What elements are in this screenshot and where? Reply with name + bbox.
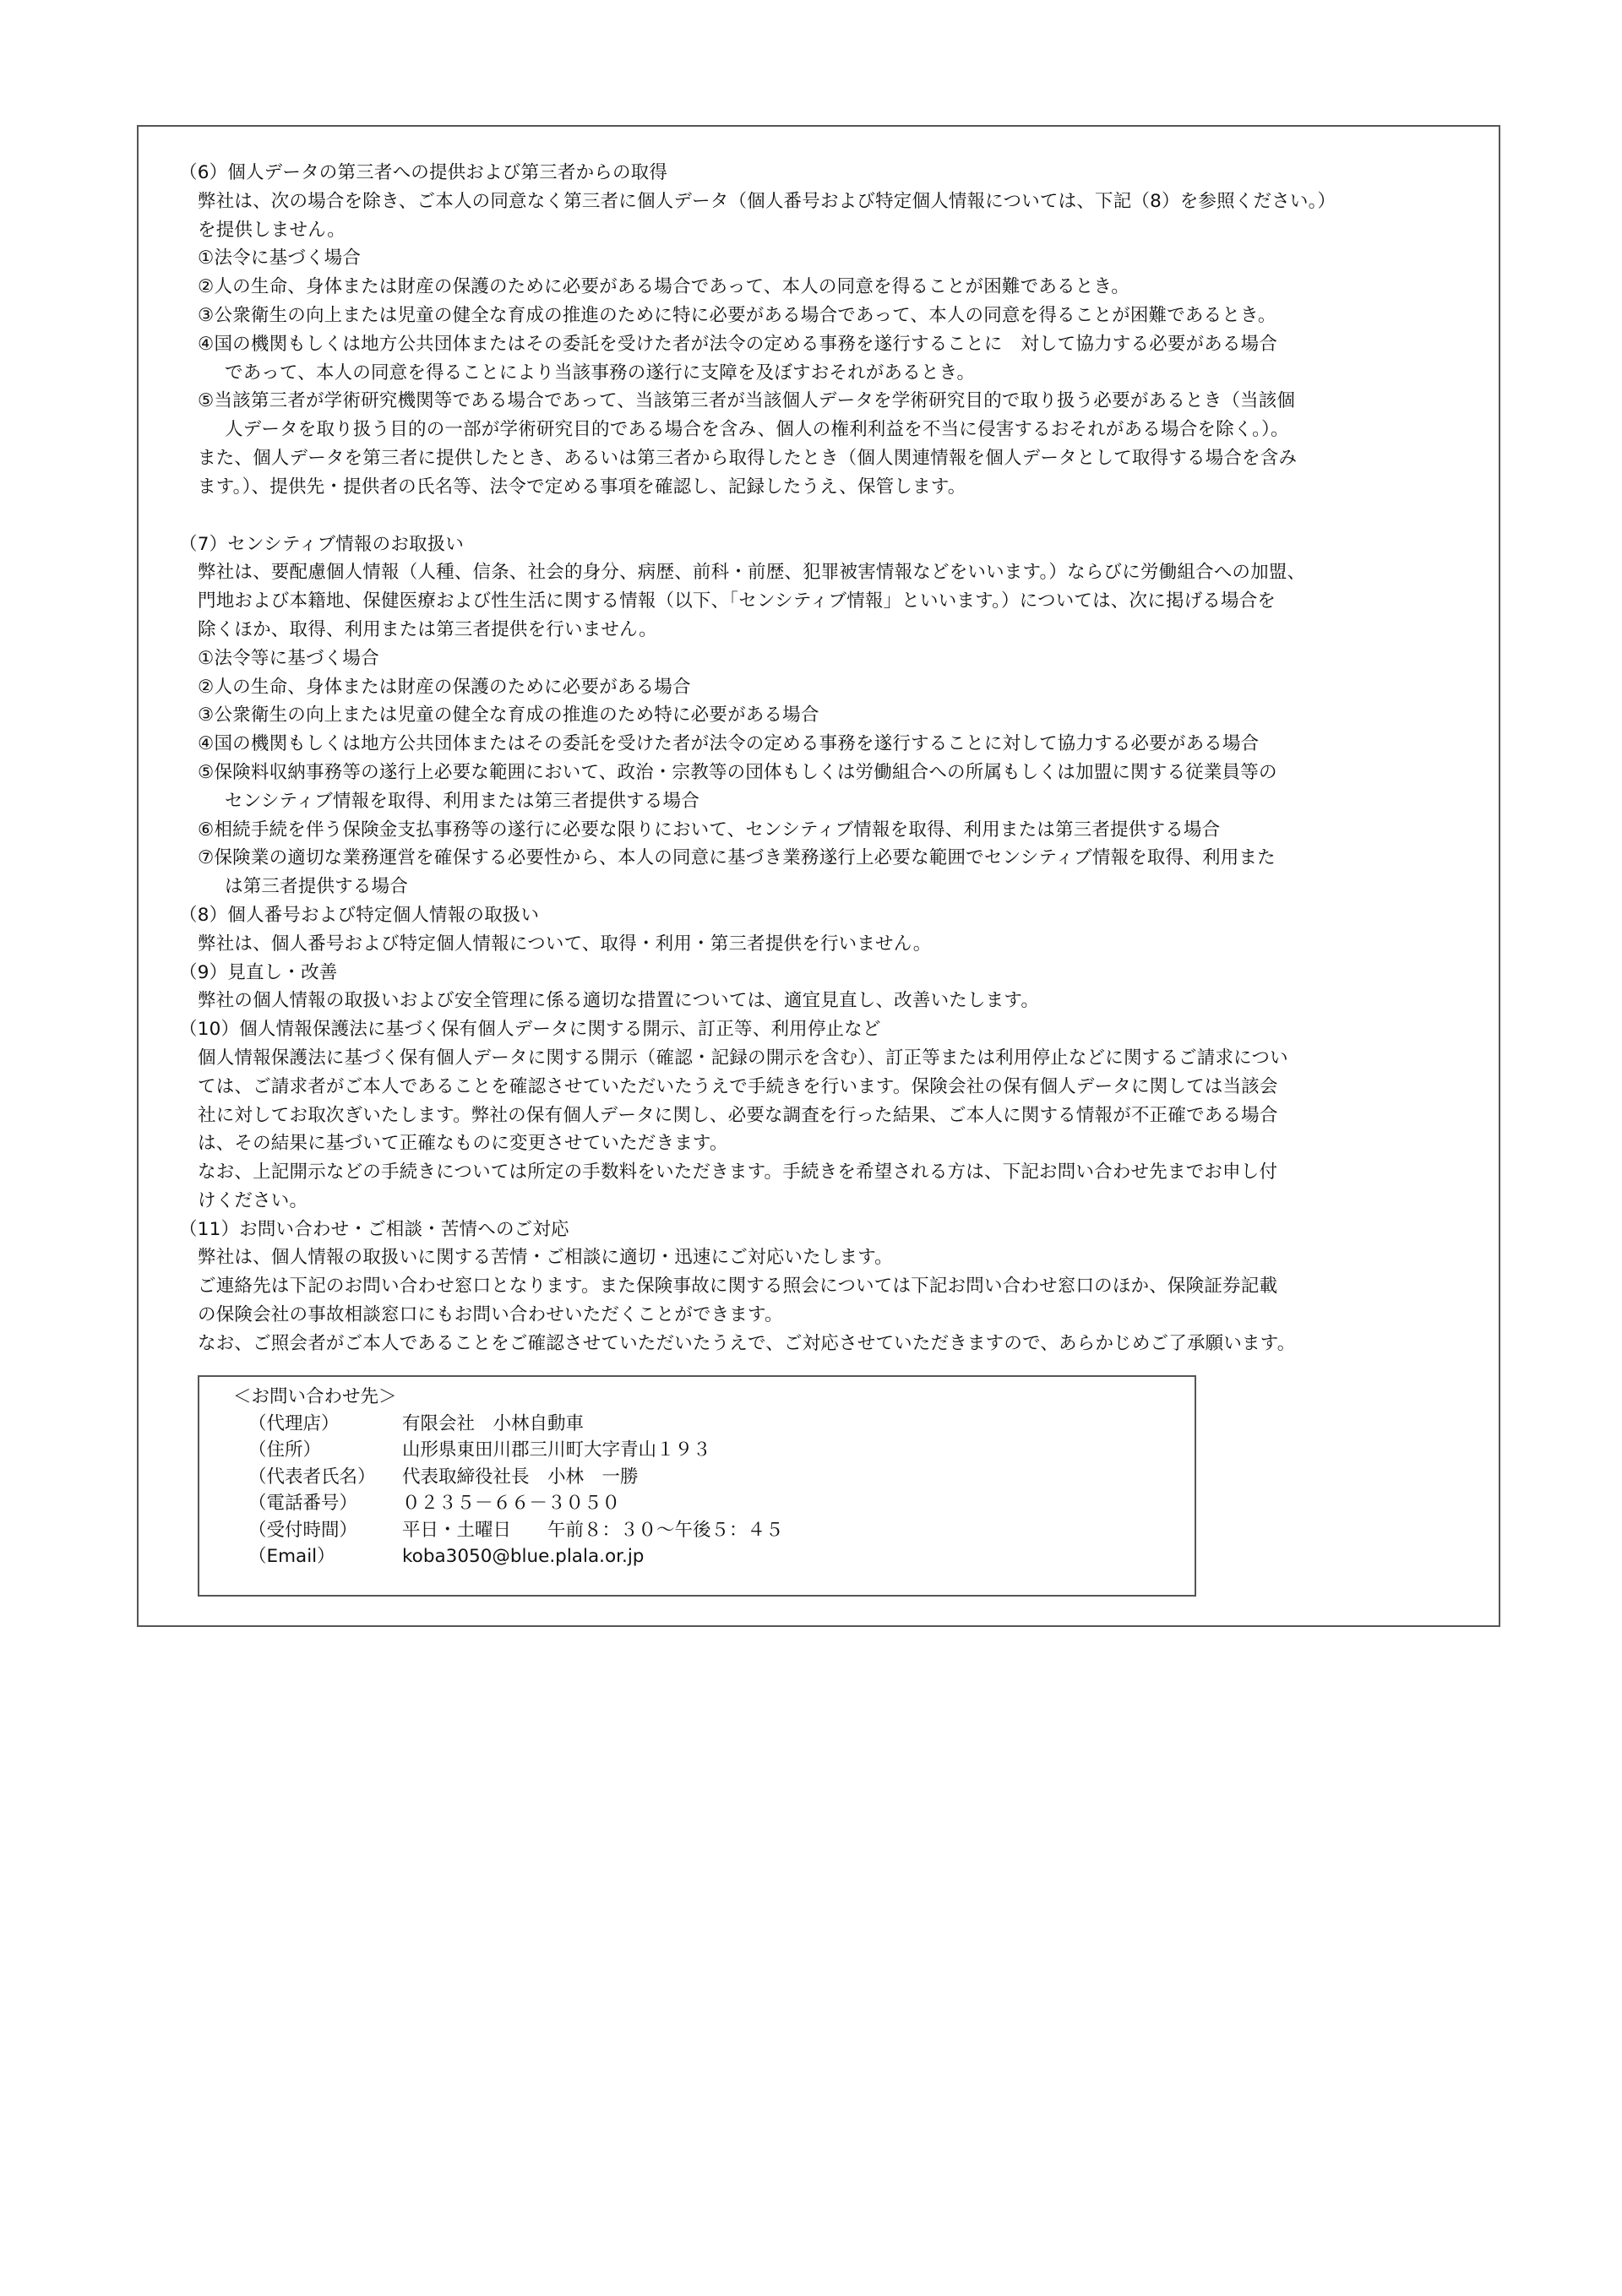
policy-line: ②人の生命、身体または財産の保護のために必要がある場合 — [198, 676, 691, 698]
contact-row-representative — [233, 1464, 1195, 1491]
contact-row-hours — [233, 1517, 1195, 1544]
policy-line: 除くほか、取得、利用または第三者提供を行いません。 — [198, 618, 657, 640]
policy-content — [179, 159, 1480, 1358]
contact-row-address — [233, 1437, 1195, 1464]
contact-row-email — [233, 1543, 1195, 1570]
policy-line: センシティブ情報を取得、利用または第三者提供する場合 — [225, 790, 699, 812]
contact-box — [198, 1375, 1196, 1597]
policy-line: ては、ご請求者がご本人であることを確認させていただいたうえで手続きを行います。保険会社の保有個人データに関しては当該会 — [198, 1075, 1278, 1097]
section-heading: （6）個人データの第三者への提供および第三者からの取得 — [179, 162, 668, 183]
contact-label: （電話番号） — [248, 1493, 358, 1514]
contact-row-phone — [233, 1490, 1195, 1517]
policy-line: ④国の機関もしくは地方公共団体またはその委託を受けた者が法令の定める事務を遂行することに 対して協力する必要がある場合 — [198, 333, 1278, 355]
contact-label: （受付時間） — [248, 1519, 358, 1541]
policy-line: 弊社の個人情報の取扱いおよび安全管理に係る適切な措置については、適宜見直し、改善いたします。 — [198, 990, 1040, 1012]
contact-label: （住所） — [248, 1439, 322, 1461]
policy-line: ⑤当該第三者が学術研究機関等である場合であって、当該第三者が当該個人データを学術研究目的で取り扱う必要があるとき（当該個 — [198, 390, 1296, 412]
policy-line: なお、ご照会者がご本人であることをご確認させていただいたうえで、ご対応させていただきますので、あらかじめご了承願います。 — [198, 1332, 1296, 1354]
policy-line: ①法令に基づく場合 — [198, 248, 362, 269]
contact-value: 代表取締役社長 小林 一勝 — [402, 1466, 639, 1488]
policy-line: ②人の生命、身体または財産の保護のために必要がある場合であって、本人の同意を得ることが困難であるとき。 — [198, 276, 1129, 298]
section-gap — [179, 502, 1480, 530]
policy-frame — [137, 125, 1500, 1627]
policy-line: ⑥相続手続を伴う保険金支払事務等の遂行に必要な限りにおいて、センシティブ情報を取得、利用または第三者提供する場合 — [198, 819, 1221, 841]
contact-label: （Email） — [248, 1546, 335, 1567]
section-heading: （10）個人情報保護法に基づく保有個人データに関する開示、訂正等、利用停止など — [179, 1019, 881, 1041]
policy-line: は第三者提供する場合 — [225, 876, 409, 898]
policy-line: ⑦保険業の適切な業務運営を確保する必要性から、本人の同意に基づき業務遂行上必要な範囲でセンシティブ情報を取得、利用また — [198, 847, 1276, 869]
contact-value: 山形県東田川郡三川町大字青山１９３ — [402, 1439, 711, 1461]
policy-line: ④国の機関もしくは地方公共団体またはその委託を受けた者が法令の定める事務を遂行することに対して協力する必要がある場合 — [198, 733, 1260, 755]
policy-line: けください。 — [198, 1189, 308, 1211]
policy-line: は、その結果に基づいて正確なものに変更させていただきます。 — [198, 1133, 728, 1155]
policy-line: ご連絡先は下記のお問い合わせ窓口となります。また保険事故に関する照会については下記お問い合わせ窓口のほか、保険証券記載 — [198, 1276, 1278, 1298]
policy-line: ③公衆衛生の向上または児童の健全な育成の推進のために特に必要がある場合であって、本人の同意を得ることが困難であるとき。 — [198, 304, 1276, 326]
contact-value[interactable]: koba3050@blue.plala.or.jp — [402, 1546, 645, 1567]
contact-row-agency — [233, 1411, 1195, 1438]
policy-line: 弊社は、次の場合を除き、ご本人の同意なく第三者に個人データ（個人番号および特定個人情報については、下記（8）を参照ください。） — [198, 190, 1336, 212]
policy-line: また、個人データを第三者に提供したとき、あるいは第三者から取得したとき（個人関連情報を個人データとして取得する場合を含み — [198, 447, 1298, 469]
section-heading: （11）お問い合わせ・ご相談・苦情へのご対応 — [179, 1218, 569, 1240]
policy-line: 人データを取り扱う目的の一部が学術研究目的である場合を含み、個人の権利利益を不当に侵害するおそれがある場合を除く。）。 — [225, 419, 1289, 441]
section-heading: （9）見直し・改善 — [179, 961, 338, 983]
policy-line: ⑤保険料収納事務等の遂行上必要な範囲において、政治・宗教等の団体もしくは労働組合への所属もしくは加盟に関する従業員等の — [198, 761, 1277, 783]
policy-line: ます。）、提供先・提供者の氏名等、法令で定める事項を確認し、記録したうえ、保管します。 — [198, 476, 966, 498]
contact-label: （代理店） — [248, 1412, 340, 1434]
section-heading: （8）個人番号および特定個人情報の取扱い — [179, 904, 540, 926]
contact-value: ０２３５－６６－３０５０ — [402, 1493, 621, 1514]
policy-line: 弊社は、要配慮個人情報（人種、信条、社会的身分、病歴、前科・前歴、犯罪被害情報などをいいます。）ならびに労働組合への加盟、 — [198, 562, 1306, 584]
policy-line: なお、上記開示などの手続きについては所定の手数料をいただきます。手続きを希望される方は、下記お問い合わせ先までお申し付 — [198, 1162, 1278, 1183]
policy-line: であって、本人の同意を得ることにより当該事務の遂行に支障を及ぼすおそれがあるとき。 — [225, 362, 976, 384]
policy-line: ①法令等に基づく場合 — [198, 647, 379, 669]
policy-line: 弊社は、個人番号および特定個人情報について、取得・利用・第三者提供を行いません。 — [198, 933, 932, 955]
section-heading: （7）センシティブ情報のお取扱い — [179, 533, 465, 555]
policy-line: 社に対してお取次ぎいたします。弊社の保有個人データに関し、必要な調査を行った結果、ご本人に関する情報が不正確である場合 — [198, 1104, 1278, 1126]
contact-title: ＜お問い合わせ先＞ — [233, 1386, 397, 1407]
policy-line: 個人情報保護法に基づく保有個人データに関する開示（確認・記録の開示を含む）、訂正等または利用停止などに関するご請求につい — [198, 1047, 1288, 1069]
contact-label: （代表者氏名） — [248, 1466, 376, 1488]
contact-value: 有限会社 小林自動車 — [402, 1412, 585, 1434]
policy-line: の保険会社の事故相談窓口にもお問い合わせいただくことができます。 — [198, 1304, 783, 1326]
policy-line: 門地および本籍地、保健医療および性生活に関する情報（以下、「センシティブ情報」といいます。）については、次に掲げる場合を — [198, 590, 1276, 612]
policy-line: 弊社は、個人情報の取扱いに関する苦情・ご相談に適切・迅速にご対応いたします。 — [198, 1247, 893, 1269]
policy-line: ③公衆衛生の向上または児童の健全な育成の推進のため特に必要がある場合 — [198, 705, 819, 726]
contact-value: 平日・土曜日 午前８：３０～午後５：４５ — [402, 1519, 784, 1541]
policy-line: を提供しません。 — [198, 219, 346, 241]
